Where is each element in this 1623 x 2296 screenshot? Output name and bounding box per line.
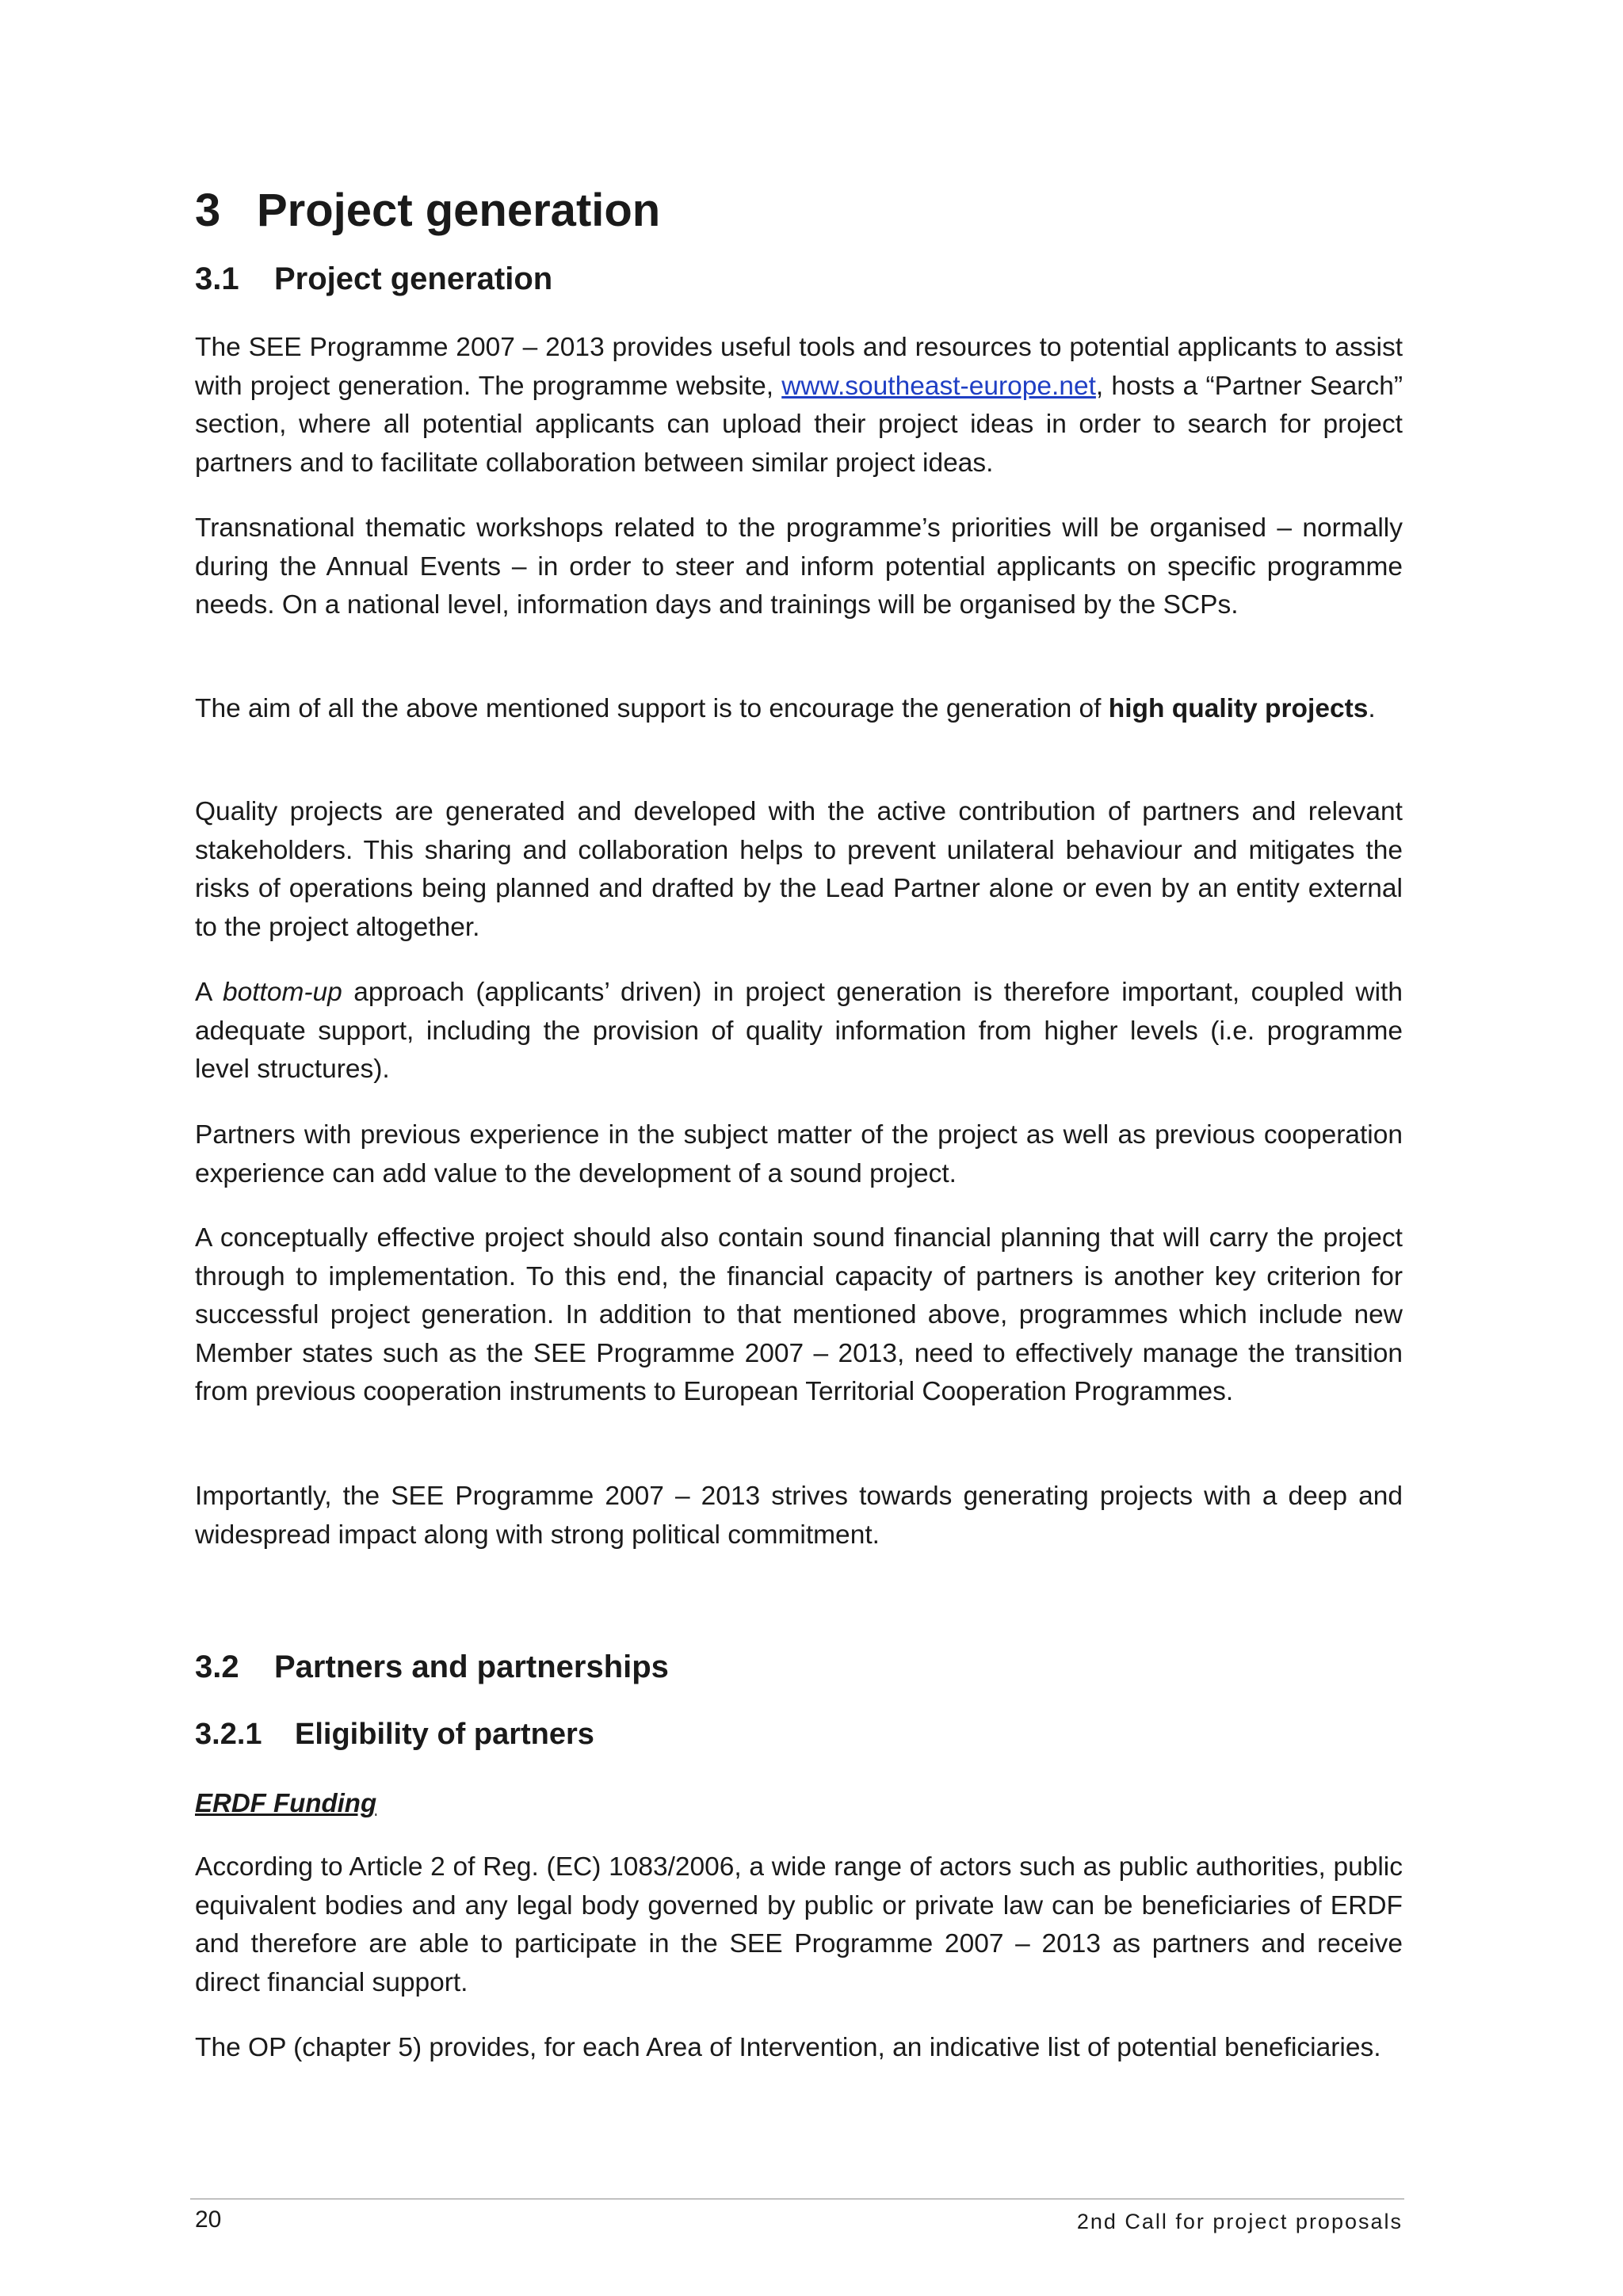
erdf-funding-subheading: ERDF Funding bbox=[195, 1788, 377, 1817]
section-3-1-title: Project generation bbox=[274, 261, 553, 296]
paragraph-bottom-up bbox=[195, 974, 1403, 1089]
subsection-3-2-1-heading bbox=[195, 1714, 594, 1754]
paragraph-op-chapter-5: The OP (chapter 5) provides, for each Area of Intervention, an indicative list of potential beneficiaries. bbox=[195, 2033, 1381, 2062]
chapter-title: Project generation bbox=[257, 185, 661, 236]
paragraph-partner-search bbox=[195, 329, 1403, 482]
section-3-1-number: 3.1 bbox=[195, 261, 239, 296]
emphasis-bottom-up: bottom-up bbox=[222, 978, 342, 1007]
subsection-3-2-1-title: Eligibility of partners bbox=[295, 1718, 594, 1751]
paragraph-financial-planning: A conceptually effective project should also contain sound financial planning that will carry the project through to implementation. To this end, the financial capacity of partners is another key criterion for successful project generation. In addition to that mentioned above, programmes which include new Member states such as the SEE Programme 2007 – 2013, need to effectively manage the transition from previous cooperation instruments to European Territorial Cooperation Programmes. bbox=[195, 1223, 1403, 1407]
chapter-heading bbox=[195, 181, 660, 241]
paragraph-workshops: Transnational thematic workshops related to the programme’s priorities will be organised – normally during the Annual Events – in order to steer and inform potential applicants on specific programme needs. On a national level, information days and trainings will be organised by the SCPs. bbox=[195, 513, 1403, 620]
page-number: 20 bbox=[195, 2206, 222, 2233]
paragraph-aim bbox=[195, 690, 1403, 729]
section-3-2-title: Partners and partnerships bbox=[274, 1650, 669, 1684]
section-3-2-heading bbox=[195, 1646, 669, 1688]
paragraph-text: , hosts a “Partner Search” section, where all potential applicants can upload their project ideas in order to search for project partners and to facilitate collaboration between similar project ideas. bbox=[195, 371, 1403, 478]
paragraph-text: A bbox=[195, 978, 223, 1007]
section-3-1-heading bbox=[195, 258, 552, 299]
subsection-3-2-1-number: 3.2.1 bbox=[195, 1718, 262, 1751]
paragraph-impact: Importantly, the SEE Programme 2007 – 2013 strives towards generating projects with a deep and widespread impact along with strong political commitment. bbox=[195, 1482, 1403, 1550]
paragraph-text: approach (applicants’ driven) in project generation is therefore important, coupled with adequate support, including the provision of quality information from higher levels (i.e. programme level structures). bbox=[195, 978, 1403, 1085]
paragraph-text: The aim of all the above mentioned support is to encourage the generation of bbox=[195, 694, 1109, 723]
footer-document-title: 2nd Call for project proposals bbox=[1076, 2210, 1403, 2233]
chapter-number: 3 bbox=[195, 185, 221, 236]
paragraph-previous-experience: Partners with previous experience in the subject matter of the project as well as previous cooperation experience can add value to the development of a sound project. bbox=[195, 1120, 1403, 1188]
document-page bbox=[195, 0, 1403, 2296]
programme-website-link[interactable]: www.southeast-europe.net bbox=[781, 371, 1096, 401]
paragraph-text: . bbox=[1368, 694, 1376, 723]
section-3-2-number: 3.2 bbox=[195, 1650, 239, 1684]
paragraph-text: The SEE Programme 2007 – 2013 provides useful tools and resources to potential applicants to assist with project generation. The programme website, bbox=[195, 333, 1403, 401]
paragraph-erdf-beneficiaries: According to Article 2 of Reg. (EC) 1083/2006, a wide range of actors such as public authorities, public equivalent bodies and any legal body governed by public or private law can be beneficiaries of ERDF and therefore are able to participate in the SEE Programme 2007 – 2013 as partners and receive direct financial support. bbox=[195, 1852, 1403, 1997]
paragraph-quality-projects: Quality projects are generated and developed with the active contribution of partners and relevant stakeholders. This sharing and collaboration helps to prevent unilateral behaviour and mitigates the risks of operations being planned and drafted by the Lead Partner alone or even by an entity external to the project altogether. bbox=[195, 797, 1403, 942]
emphasis-high-quality-projects: high quality projects bbox=[1108, 694, 1369, 723]
